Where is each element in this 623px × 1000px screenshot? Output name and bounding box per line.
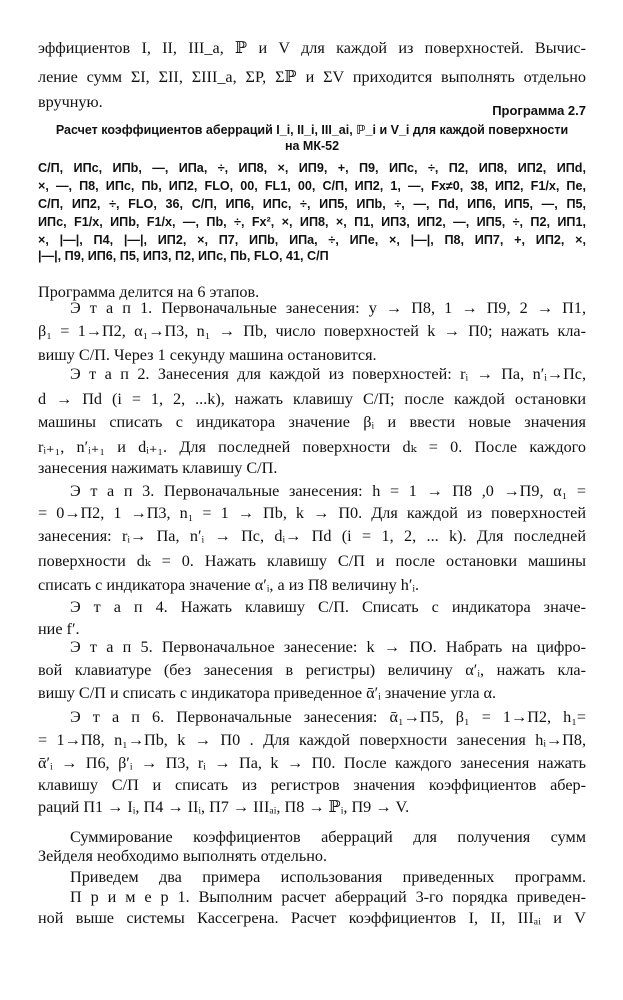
text-line: Э т а п 2. Занесения для каждой из поверхностей: rᵢ → Пa, n′ᵢ→Пc, — [70, 365, 586, 383]
text-line: Приведем два примера использования приведенных программ. — [70, 868, 586, 886]
text-line: ᾱ′ᵢ → П6, β′ᵢ → П3, rᵢ → Пa, k → П0. После каждого занесения нажать — [38, 754, 586, 772]
text-line: Программа делится на 6 этапов. — [38, 283, 260, 301]
text-line: Зейделя необходимо выполнять отдельно. — [38, 847, 328, 865]
text-line: Суммирование коэффициентов аберраций для получения сумм — [70, 828, 586, 846]
text-line: эффициентов I, II, III_a, ℙ и V для каждой из поверхностей. Вычис- — [38, 39, 586, 57]
text-line: поверхности dₖ = 0. Нажать клавишу С/П и после остановки машины — [38, 552, 586, 570]
text-line: Э т а п 4. Нажать клавишу С/П. Списать с индикатора значе- — [70, 598, 586, 616]
text-line: d → Пd (i = 1, 2, ...k), нажать клавишу С/П; после каждой остановки — [38, 390, 586, 408]
text-line: раций П1 → Iᵢ, П4 → IIᵢ, П7 → IIIₐᵢ, П8 → ℙᵢ, П9 → V. — [38, 798, 410, 816]
text-line: списать с индикатора значение α′ᵢ, а из П8 величину h′ᵢ. — [38, 576, 420, 594]
text-line: = 0→П2, 1 →П3, n₁ = 1 → Пb, k → П0. Для каждой из поверхностей — [38, 504, 586, 522]
program-code-line: С/П, ИПс, ИПb, —, ИПа, ÷, ИП8, ×, ИП9, +, П9, ИПс, ÷, П2, ИП8, ИП2, ИПd, — [38, 161, 586, 175]
text-line: машины списать с индикатора значение βᵢ и ввести новые значения — [38, 413, 586, 431]
program-label: Программа 2.7 — [492, 103, 586, 118]
program-code-line: С/П, ИП2, ÷, FLO, 36, С/П, ИП6, ИПс, ÷, ИП5, ИПb, ÷, —, Пd, ИП6, ИП5, —, П5, — [38, 197, 586, 211]
text-line: = 1→П8, n₁→Пb, k → П0 . Для каждой поверхности занесения hᵢ→П8, — [38, 731, 586, 749]
text-line: rᵢ₊₁, n′ᵢ₊₁ и dᵢ₊₁. Для последней поверхности dₖ = 0. После каждого — [38, 438, 586, 456]
program-code-line: ИПс, F1/x, ИПb, F1/x, —, Пb, ÷, Fx², ×, ИП8, ×, П1, ИП3, ИП2, —, ИП5, ÷, П2, ИП1, — [38, 215, 586, 229]
text-line: Э т а п 5. Первоначальное занесение: k → ПО. Набрать на цифро- — [70, 638, 586, 656]
program-code-line: |—|, П9, ИП6, П5, ИП3, П2, ИПс, Пb, FLO, 41, С/П — [38, 249, 329, 263]
text-line: Э т а п 3. Первоначальные занесения: h = 1 → П8 ,0 →П9, α₁ = — [70, 482, 586, 500]
program-code-line: ×, —, П8, ИПс, Пb, ИП2, FLO, 00, FL1, 00, С/П, ИП2, 1, —, Fx≠0, 38, ИП2, F1/x, Пе, — [38, 179, 586, 193]
text-line: занесения: rᵢ→ Пa, n′ᵢ → Пc, dᵢ→ Пd (i = 1, 2, ... k). Для последней — [38, 527, 586, 545]
text-line: вручную. — [38, 93, 103, 111]
program-caption: на МК-52 — [284, 139, 340, 153]
program-caption: Расчет коэффициентов аберраций I_i, II_i, III_ai, ℙ_i и V_i для каждой поверхности — [55, 123, 569, 137]
text-line: занесения нажимать клавишу С/П. — [38, 459, 278, 477]
text-line: вишу С/П и списать с индикатора приведенное ᾱ′ᵢ значение угла α. — [38, 684, 497, 702]
text-line: Э т а п 6. Первоначальные занесения: ᾱ₁→П5, β₁ = 1→П2, h₁= — [70, 708, 586, 726]
text-line: β₁ = 1→П2, α₁→П3, n₁ → Пb, число поверхностей k → П0; нажать кла- — [38, 322, 586, 340]
text-line: ление сумм ΣI, ΣII, ΣIII_a, ΣP, Σℙ и ΣV приходится выполнять отдельно — [38, 68, 586, 86]
text-line: Э т а п 1. Первоначальные занесения: y → П8, 1 → П9, 2 → П1, — [70, 299, 586, 317]
text-line: П р и м е р 1. Выполним расчет аберраций 3-го порядка приведен- — [70, 888, 586, 906]
program-code-line: ×, |—|, П4, |—|, ИП2, ×, П7, ИПb, ИПа, ÷, ИПе, ×, |—|, П8, ИП7, +, ИП2, ×, — [38, 233, 586, 247]
text-line: ной выше системы Кассегрена. Расчет коэффициентов I, II, IIIₐᵢ и V — [38, 909, 586, 927]
text-line: вой клавиатуре (без занесения в регистры) величину α′ᵢ, нажать кла- — [38, 661, 586, 679]
text-line: ние f′. — [38, 620, 80, 638]
text-line: вишу С/П. Через 1 секунду машина остановится. — [38, 346, 377, 364]
text-line: клавишу С/П и списать из регистров значения коэффициентов абер- — [38, 776, 586, 794]
